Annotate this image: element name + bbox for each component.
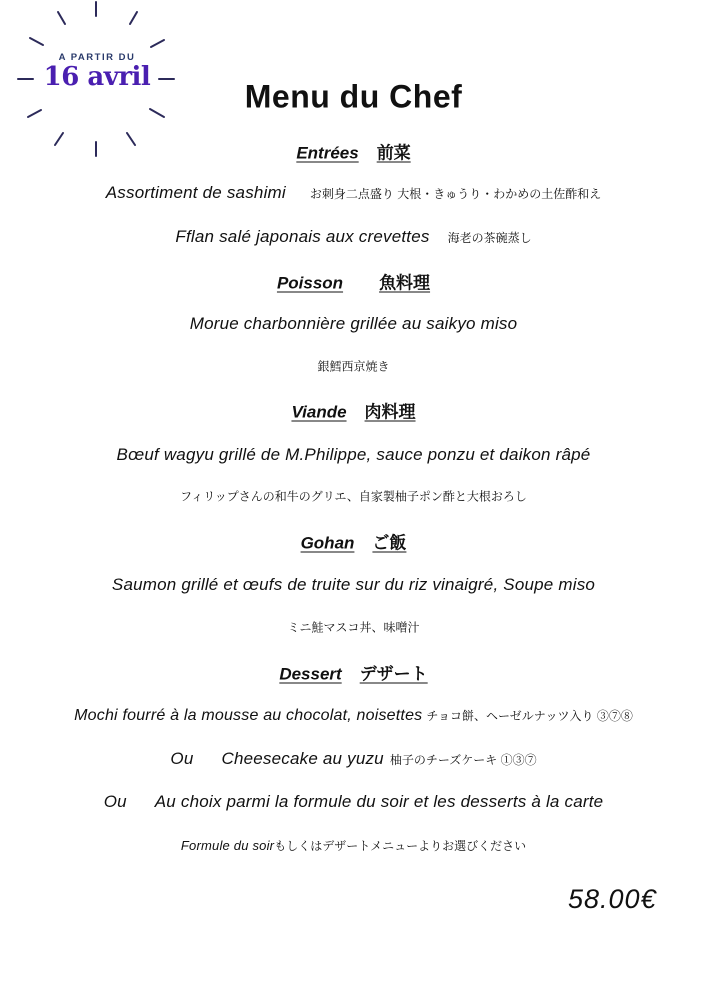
menu-item-jp: 銀鱈西京焼き (317, 359, 390, 374)
section-heading-entrees: Entrées 前菜 (296, 143, 411, 163)
menu-item-jp: フィリップさんの和牛のグリエ、自家製柚子ポン酢と大根おろし (180, 489, 527, 504)
section-heading-poisson: Poisson 魚料理 (276, 273, 431, 293)
menu-item: Mochi fourré à la mousse au chocolat, noisettes チョコ餅、ヘーゼルナッツ入り ③⑦⑧ (74, 707, 633, 724)
section-heading-dessert: Dessert デザート (279, 664, 428, 684)
page-title: Menu du Chef (244, 78, 463, 115)
menu-price: 58.00€ (568, 884, 657, 914)
badge-date: 16 avril (43, 62, 151, 92)
badge-label: A PARTIR DU (58, 52, 136, 63)
menu-item: Assortiment de sashimi お刺身二点盛り 大根・きゅうり・わかめの土佐酢和え (105, 183, 602, 202)
menu-item-jp: ミニ鮭マスコ丼、味噌汁 (287, 620, 420, 635)
menu-item: Bœuf wagyu grillé de M.Philippe, sauce ponzu et daikon râpé (116, 445, 591, 464)
menu-item: Morue charbonnière grillée au saikyo miso (189, 314, 518, 333)
menu-item: Fflan salé japonais aux crevettes 海老の茶碗蒸し (175, 227, 532, 246)
menu-item-note: Formule du soirもしくはデザートメニューよりお選びください (180, 838, 527, 853)
section-heading-gohan: Gohan ご飯 (300, 533, 407, 553)
menu-item: Ou Cheesecake au yuzu 柚子のチーズケーキ ①③⑦ (170, 749, 537, 768)
section-heading-viande: Viande 肉料理 (291, 402, 416, 422)
menu-item: Saumon grillé et œufs de truite sur du riz vinaigré, Soupe miso (111, 575, 596, 594)
menu-item: Ou Au choix parmi la formule du soir et les desserts à la carte (103, 792, 604, 811)
